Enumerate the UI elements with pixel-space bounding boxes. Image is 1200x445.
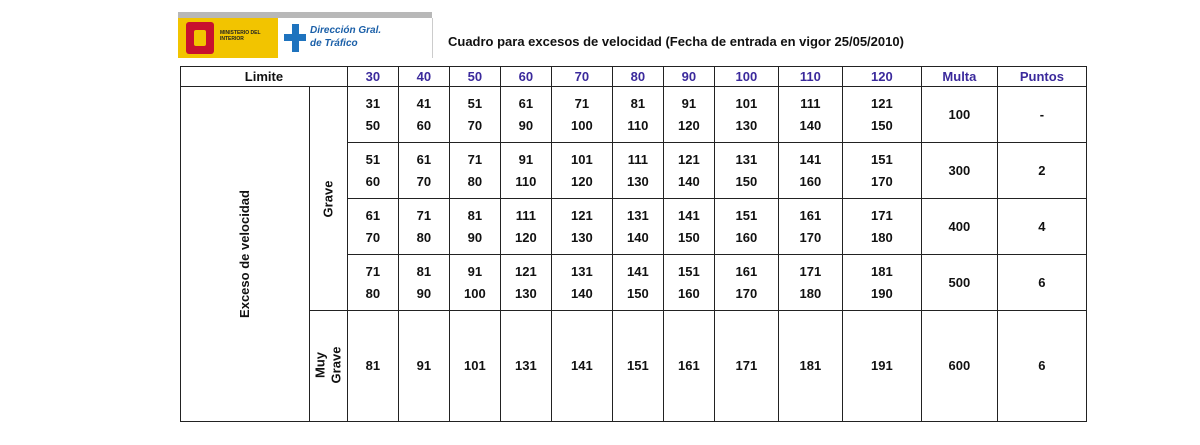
range-from: 141	[678, 207, 700, 223]
ministry-logo	[178, 18, 278, 58]
range-from: 151	[678, 263, 700, 279]
range-from: 91	[681, 95, 697, 111]
limite-header: Limite	[181, 67, 348, 87]
range-cell	[551, 87, 612, 143]
range-to: 70	[467, 117, 483, 133]
range-to: 170	[871, 173, 893, 189]
range-cell	[398, 87, 449, 143]
grave-label: Grave	[320, 180, 336, 217]
range-cell	[449, 199, 500, 255]
range-to: 90	[467, 229, 483, 245]
range-cell	[842, 199, 921, 255]
range-cell	[778, 199, 842, 255]
exceso-label-cell	[181, 87, 310, 422]
puntos-cell: 4	[997, 199, 1086, 255]
range-cell	[778, 87, 842, 143]
range-to: 100	[464, 285, 486, 301]
range-to: 150	[627, 285, 649, 301]
limit-header: 90	[663, 67, 714, 87]
range-cell	[347, 143, 398, 199]
muy-grave-label-cell	[309, 311, 347, 422]
exceso-label: Exceso de velocidad	[236, 190, 252, 318]
range-from: 71	[574, 95, 590, 111]
range-from: 121	[571, 207, 593, 223]
multa-cell: 600	[921, 311, 997, 422]
range-to: 140	[799, 117, 822, 133]
range-cell	[714, 143, 778, 199]
range-to: 160	[799, 173, 822, 189]
range-cell	[347, 255, 398, 311]
range-from: 171	[871, 207, 893, 223]
table-row	[181, 311, 1087, 422]
range-cell	[842, 255, 921, 311]
range-from: 41	[416, 95, 432, 111]
speed-fines-table	[180, 66, 1087, 422]
dgt-name-line2: de Tráfico	[310, 38, 358, 49]
range-cell	[663, 143, 714, 199]
muy-grave-label-line2: Grave	[328, 346, 344, 383]
range-cell	[551, 255, 612, 311]
range-from: 161	[799, 207, 822, 223]
range-cell	[449, 143, 500, 199]
range-from: 131	[627, 207, 649, 223]
limit-header: 40	[398, 67, 449, 87]
puntos-cell: -	[997, 87, 1086, 143]
dgt-cross-icon	[284, 24, 306, 52]
range-from: 71	[365, 263, 381, 279]
value-cell: 131	[500, 311, 551, 422]
header-row	[181, 67, 1087, 87]
dgt-name-line1: Dirección Gral.	[310, 25, 382, 36]
range-to: 70	[416, 173, 432, 189]
range-cell	[500, 199, 551, 255]
limit-header: 80	[612, 67, 663, 87]
puntos-cell: 6	[997, 255, 1086, 311]
range-from: 31	[365, 95, 381, 111]
coat-of-arms-icon	[186, 22, 214, 54]
range-from: 101	[571, 151, 593, 167]
range-from: 181	[871, 263, 893, 279]
range-from: 81	[467, 207, 483, 223]
range-from: 71	[416, 207, 432, 223]
range-cell	[842, 87, 921, 143]
range-to: 190	[871, 285, 893, 301]
dgt-logo	[278, 18, 433, 58]
multa-cell: 100	[921, 87, 997, 143]
range-to: 120	[678, 117, 700, 133]
range-cell	[714, 87, 778, 143]
range-from: 121	[678, 151, 700, 167]
multa-cell: 500	[921, 255, 997, 311]
range-to: 180	[799, 285, 822, 301]
range-to: 110	[515, 173, 537, 189]
ministry-name: MINISTERIO DEL INTERIOR	[220, 30, 261, 42]
range-from: 161	[735, 263, 758, 279]
value-cell: 181	[778, 311, 842, 422]
range-cell	[500, 255, 551, 311]
multa-cell: 400	[921, 199, 997, 255]
range-cell	[663, 87, 714, 143]
range-to: 70	[365, 229, 381, 245]
range-cell	[551, 199, 612, 255]
limit-header: 110	[778, 67, 842, 87]
range-cell	[500, 87, 551, 143]
range-from: 171	[799, 263, 822, 279]
range-to: 150	[871, 117, 893, 133]
range-to: 170	[799, 229, 822, 245]
range-from: 131	[571, 263, 593, 279]
range-from: 121	[871, 95, 893, 111]
range-cell	[347, 199, 398, 255]
value-cell: 91	[398, 311, 449, 422]
range-to: 120	[515, 229, 537, 245]
limit-header: 70	[551, 67, 612, 87]
document-title: Cuadro para excesos de velocidad (Fecha de entrada en vigor 25/05/2010)	[448, 34, 904, 49]
range-to: 130	[735, 117, 758, 133]
range-to: 100	[571, 117, 593, 133]
range-from: 81	[416, 263, 432, 279]
logo-header	[178, 12, 432, 58]
puntos-cell: 6	[997, 311, 1086, 422]
range-from: 101	[735, 95, 758, 111]
limit-header: 60	[500, 67, 551, 87]
range-from: 61	[518, 95, 534, 111]
range-to: 60	[365, 173, 381, 189]
range-cell	[551, 143, 612, 199]
range-from: 51	[467, 95, 483, 111]
multa-cell: 300	[921, 143, 997, 199]
range-from: 111	[800, 95, 821, 111]
limit-header: 50	[449, 67, 500, 87]
range-to: 80	[467, 173, 483, 189]
range-cell	[500, 143, 551, 199]
range-to: 90	[518, 117, 534, 133]
range-from: 141	[627, 263, 649, 279]
range-to: 110	[627, 117, 649, 133]
range-cell	[398, 255, 449, 311]
grave-label-cell	[309, 87, 347, 311]
range-to: 60	[416, 117, 432, 133]
range-cell	[449, 87, 500, 143]
range-to: 120	[571, 173, 593, 189]
multa-header: Multa	[921, 67, 997, 87]
range-cell	[612, 143, 663, 199]
range-from: 131	[735, 151, 758, 167]
range-from: 91	[518, 151, 534, 167]
value-cell: 151	[612, 311, 663, 422]
value-cell: 171	[714, 311, 778, 422]
range-from: 61	[416, 151, 432, 167]
limit-header: 30	[347, 67, 398, 87]
range-to: 80	[416, 229, 432, 245]
range-to: 130	[571, 229, 593, 245]
range-from: 61	[365, 207, 381, 223]
range-to: 180	[871, 229, 893, 245]
range-cell	[842, 143, 921, 199]
range-cell	[778, 255, 842, 311]
range-from: 111	[627, 151, 649, 167]
range-to: 170	[735, 285, 758, 301]
range-to: 140	[678, 173, 700, 189]
value-cell: 161	[663, 311, 714, 422]
range-to: 130	[515, 285, 537, 301]
range-cell	[612, 255, 663, 311]
muy-label: Muy	[312, 351, 328, 378]
puntos-cell: 2	[997, 143, 1086, 199]
range-to: 160	[735, 229, 758, 245]
range-from: 151	[735, 207, 758, 223]
value-cell: 141	[551, 311, 612, 422]
limit-header: 100	[714, 67, 778, 87]
table-row	[181, 87, 1087, 143]
range-from: 91	[467, 263, 483, 279]
range-cell	[612, 87, 663, 143]
range-to: 150	[735, 173, 758, 189]
range-cell	[398, 199, 449, 255]
value-cell: 101	[449, 311, 500, 422]
range-from: 71	[467, 151, 483, 167]
range-cell	[449, 255, 500, 311]
range-cell	[347, 87, 398, 143]
dgt-name	[310, 24, 381, 50]
range-cell	[663, 199, 714, 255]
range-from: 81	[630, 95, 646, 111]
range-cell	[663, 255, 714, 311]
range-cell	[612, 199, 663, 255]
range-cell	[778, 143, 842, 199]
puntos-header: Puntos	[997, 67, 1086, 87]
range-to: 160	[678, 285, 700, 301]
value-cell: 191	[842, 311, 921, 422]
limit-header: 120	[842, 67, 921, 87]
range-cell	[714, 255, 778, 311]
range-to: 140	[571, 285, 593, 301]
range-from: 141	[799, 151, 822, 167]
range-cell	[398, 143, 449, 199]
range-to: 50	[365, 117, 381, 133]
range-to: 150	[678, 229, 700, 245]
range-to: 90	[416, 285, 432, 301]
value-cell: 81	[347, 311, 398, 422]
range-from: 121	[515, 263, 537, 279]
range-to: 140	[627, 229, 649, 245]
range-from: 111	[515, 207, 537, 223]
muy-grave-label	[312, 346, 344, 383]
range-to: 130	[627, 173, 649, 189]
range-from: 51	[365, 151, 381, 167]
range-to: 80	[365, 285, 381, 301]
range-cell	[714, 199, 778, 255]
range-from: 151	[871, 151, 893, 167]
